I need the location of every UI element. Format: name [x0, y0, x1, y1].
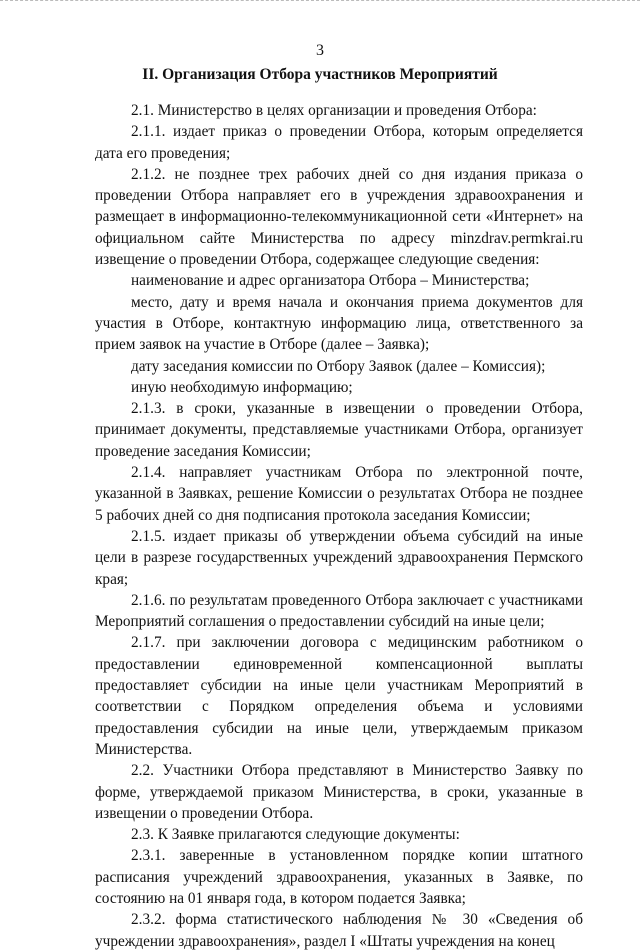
paragraph-2-1-7: 2.1.7. при заключении договора с медицинским работником о предоставлении единовременной компенсационной выплаты предоставляет субсидии на иные цели участникам Мероприятий в соответствии с Порядком определения объема и условиями предоставления субсидии на иные цели, утверждаемым приказом Министерства.	[95, 634, 583, 758]
paragraph-commission-date: дату заседания комиссии по Отбору Заявок (далее – Комиссия);	[131, 357, 546, 375]
paragraph-2-1-2: 2.1.2. не позднее трех рабочих дней со дня издания приказа о проведении Отбора направляет его в учреждения здравоохранения и размещает в информационно-телекоммуникационной сети «Интернет» на официальном сайте Министерства по адресу minzdrav.permkrai.ru извещение о проведении Отбора, содержащее следующие сведения:	[95, 165, 583, 269]
paragraph-2-2: 2.2. Участники Отбора представляют в Министерство Заявку по форме, утверждаемой приказом Министерства, в сроки, указанные в извещении о проведении Отбора.	[95, 762, 583, 822]
paragraph-2-3-2: 2.3.2. форма статистического наблюдения № 30 «Сведения об учреждении здравоохранения», раздел I «Штаты учреждения на конец	[95, 911, 583, 950]
paragraph-2-3-1: 2.3.1. заверенные в установленном порядке копии штатного расписания учреждений здравоохранения, указанных в Заявке, по состоянию на 01 января года, в котором подается Заявка;	[95, 847, 583, 907]
paragraph-2-3: 2.3. К Заявке прилагаются следующие документы:	[131, 826, 460, 844]
scan-top-edge	[0, 0, 640, 3]
paragraph-2-1: 2.1. Министерство в целях организации и проведения Отбора:	[131, 102, 537, 119]
paragraph-2-1-3: 2.1.3. в сроки, указанные в извещении о проведении Отбора, принимает документы, представляемые участниками Отбора, организует проведение заседания Комиссии;	[95, 400, 583, 460]
paragraph-2-1-5: 2.1.5. издает приказы об утверждении объема субсидий на иные цели в разрезе государственных учреждений здравоохранения Пермского края;	[95, 527, 583, 588]
paragraph-place-date: место, дату и время начала и окончания приема документов для участия в Отборе, контактную информацию лица, ответственного за прием заявок на участие в Отборе (далее – Заявка);	[95, 293, 583, 354]
paragraph-2-1-1: 2.1.1. издает приказ о проведении Отбора, которым определяется дата его проведения;	[95, 123, 583, 162]
paragraph-organizer: наименование и адрес организатора Отбора – Министерства;	[131, 272, 530, 290]
paragraph-other-info: иную необходимую информацию;	[131, 378, 353, 396]
paragraph-2-1-6: 2.1.6. по результатам проведенного Отбора заключает с участниками Мероприятий соглашения о предоставлении субсидий на иные цели;	[95, 591, 583, 631]
document-body	[95, 100, 583, 952]
page-number: 3	[316, 42, 324, 59]
paragraph-2-1-4: 2.1.4. направляет участникам Отбора по электронной почте, указанной в Заявках, решение Комиссии о результатах Отбора не позднее 5 рабочих дней со дня подписания протокола заседания Комиссии;	[95, 464, 583, 524]
section-title: II. Организация Отбора участников Мероприятий	[142, 66, 498, 83]
